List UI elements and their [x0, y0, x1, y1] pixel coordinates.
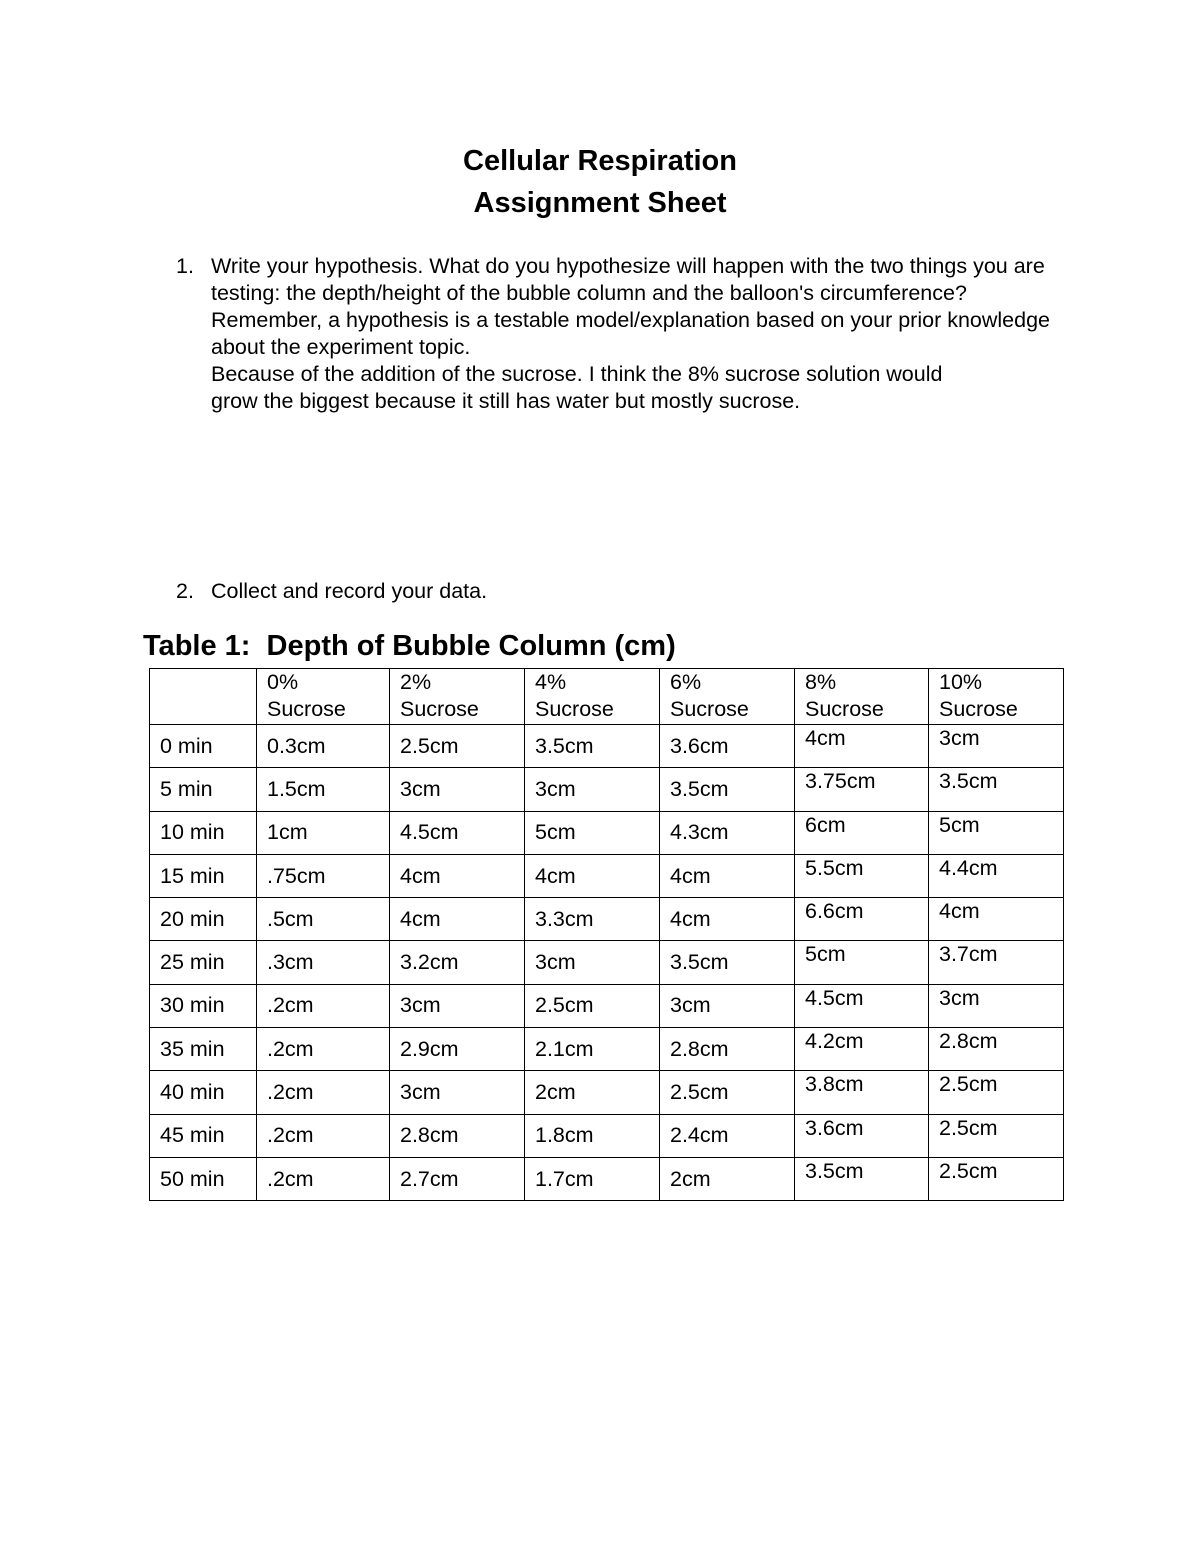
table-row: [150, 1071, 1064, 1114]
table-cell: 2cm: [525, 1071, 660, 1114]
table-row-label: 50 min: [150, 1157, 257, 1200]
question-prompt: Write your hypothesis. What do you hypothesize will happen with the two things you are testing: the depth/height of the bubble column and the balloon's circumference? Remember, a hypothesis is a testable model/explanation based on your prior knowledge about the experiment topic.: [211, 254, 1050, 359]
table-body: [150, 669, 1064, 1201]
table-cell: 4.5cm: [390, 811, 525, 854]
header-label: Sucrose: [400, 697, 479, 721]
table-cell: 2.4cm: [660, 1114, 795, 1157]
table-row: [150, 898, 1064, 941]
table-cell: 1.8cm: [525, 1114, 660, 1157]
answer-line-2: grow the biggest because it still has water but mostly sucrose.: [211, 389, 801, 413]
table-cell: 3.3cm: [525, 898, 660, 941]
table-cell: 3.5cm: [660, 941, 795, 984]
header-percent: 10%: [939, 670, 983, 694]
table-row: [150, 811, 1064, 854]
header-label: Sucrose: [267, 697, 346, 721]
table-row: [150, 854, 1064, 897]
table-cell: 5cm: [929, 811, 1064, 854]
document-title: [0, 140, 1200, 224]
header-label: Sucrose: [535, 697, 614, 721]
answer-line-1: Because of the addition of the sucrose. I think the 8% sucrose solution would: [211, 362, 943, 386]
table-cell: 4.3cm: [660, 811, 795, 854]
table-cell: .2cm: [257, 1114, 390, 1157]
table-cell: .5cm: [257, 898, 390, 941]
table-cell: 4cm: [929, 898, 1064, 941]
table-header-cell: [390, 669, 525, 725]
table-cell: 2.7cm: [390, 1157, 525, 1200]
header-percent: 4%: [535, 670, 567, 694]
table-cell: 2.5cm: [525, 984, 660, 1027]
table-cell: 4cm: [795, 725, 929, 768]
question-2: [176, 578, 1056, 605]
table-cell: 3.7cm: [929, 941, 1064, 984]
header-percent: 0%: [267, 670, 299, 694]
table-cell: 3.5cm: [525, 725, 660, 768]
table-cell: 2.8cm: [660, 1028, 795, 1071]
table-cell: 5.5cm: [795, 854, 929, 897]
table-cell: 3cm: [390, 984, 525, 1027]
question-number: 1.: [176, 254, 194, 278]
table-header-cell: [795, 669, 929, 725]
question-body: [211, 253, 1056, 415]
header-label: Sucrose: [805, 697, 884, 721]
table-cell: 3.5cm: [660, 768, 795, 811]
table-row-label: 35 min: [150, 1028, 257, 1071]
table-cell: 2.8cm: [929, 1028, 1064, 1071]
table-row: [150, 1028, 1064, 1071]
table-cell: 5cm: [795, 941, 929, 984]
table-row-label: 25 min: [150, 941, 257, 984]
table-row-label: 0 min: [150, 725, 257, 768]
table-cell: 2.5cm: [929, 1071, 1064, 1114]
table-row: [150, 941, 1064, 984]
table-cell: 2.9cm: [390, 1028, 525, 1071]
header-label: Sucrose: [939, 697, 1018, 721]
table-cell: 4.2cm: [795, 1028, 929, 1071]
table-cell: .2cm: [257, 984, 390, 1027]
table-cell: 4cm: [390, 854, 525, 897]
table-cell: 2.5cm: [929, 1157, 1064, 1200]
table-cell: 3cm: [525, 941, 660, 984]
table-cell: 3cm: [929, 725, 1064, 768]
question-prompt: Collect and record your data.: [211, 579, 488, 603]
table-cell: 4cm: [660, 898, 795, 941]
header-percent: 2%: [400, 670, 432, 694]
table-cell: 3cm: [929, 984, 1064, 1027]
table-cell: 3cm: [390, 1071, 525, 1114]
table-cell: .2cm: [257, 1157, 390, 1200]
table-header-cell: [257, 669, 390, 725]
table-cell: .2cm: [257, 1071, 390, 1114]
table-cell: 3cm: [525, 768, 660, 811]
table-cell: 4cm: [660, 854, 795, 897]
table-row: [150, 1157, 1064, 1200]
table-cell: 2cm: [660, 1157, 795, 1200]
table-cell: 4cm: [525, 854, 660, 897]
table-header-row: [150, 669, 1064, 725]
header-percent: 8%: [805, 670, 837, 694]
table-cell: 2.8cm: [390, 1114, 525, 1157]
table-cell: 6.6cm: [795, 898, 929, 941]
table-cell: 4.4cm: [929, 854, 1064, 897]
table-cell: 3.6cm: [660, 725, 795, 768]
title-line-1: Cellular Respiration: [463, 145, 737, 177]
question-1: [176, 253, 1056, 415]
table-cell: .3cm: [257, 941, 390, 984]
table-header-cell: [929, 669, 1064, 725]
table-row: [150, 984, 1064, 1027]
table-row-label: 5 min: [150, 768, 257, 811]
table-cell: 3cm: [660, 984, 795, 1027]
header-label: Sucrose: [670, 697, 749, 721]
table-row: [150, 768, 1064, 811]
table-row: [150, 1114, 1064, 1157]
table-row-label: 45 min: [150, 1114, 257, 1157]
table-cell: 1.5cm: [257, 768, 390, 811]
table-row-label: 40 min: [150, 1071, 257, 1114]
header-percent: 6%: [670, 670, 702, 694]
table-cell: 0.3cm: [257, 725, 390, 768]
table-row-label: 20 min: [150, 898, 257, 941]
table-cell: 3.5cm: [929, 768, 1064, 811]
question-body: [211, 578, 1056, 605]
table-row-label: 30 min: [150, 984, 257, 1027]
table-cell: 3.5cm: [795, 1157, 929, 1200]
table-cell: .2cm: [257, 1028, 390, 1071]
table-cell: .75cm: [257, 854, 390, 897]
table-cell: 3.75cm: [795, 768, 929, 811]
table-cell: 4cm: [390, 898, 525, 941]
table-cell: 2.5cm: [929, 1114, 1064, 1157]
table-header-cell: [525, 669, 660, 725]
table-cell: 1cm: [257, 811, 390, 854]
table-cell: 5cm: [525, 811, 660, 854]
table-cell: 6cm: [795, 811, 929, 854]
table-cell: 3.2cm: [390, 941, 525, 984]
table-cell: 4.5cm: [795, 984, 929, 1027]
table-header-cell-empty: [150, 669, 257, 725]
data-table: [149, 668, 1064, 1201]
table-row-label: 10 min: [150, 811, 257, 854]
table-cell: 3cm: [390, 768, 525, 811]
table-title: Table 1: Depth of Bubble Column (cm): [143, 630, 676, 662]
table-cell: 2.1cm: [525, 1028, 660, 1071]
table-cell: 3.8cm: [795, 1071, 929, 1114]
question-number: 2.: [176, 579, 194, 603]
table-cell: 3.6cm: [795, 1114, 929, 1157]
table-row: [150, 725, 1064, 768]
table-row-label: 15 min: [150, 854, 257, 897]
table-cell: 2.5cm: [660, 1071, 795, 1114]
table-cell: 1.7cm: [525, 1157, 660, 1200]
title-line-2: Assignment Sheet: [473, 187, 727, 219]
table-header-cell: [660, 669, 795, 725]
table-cell: 2.5cm: [390, 725, 525, 768]
